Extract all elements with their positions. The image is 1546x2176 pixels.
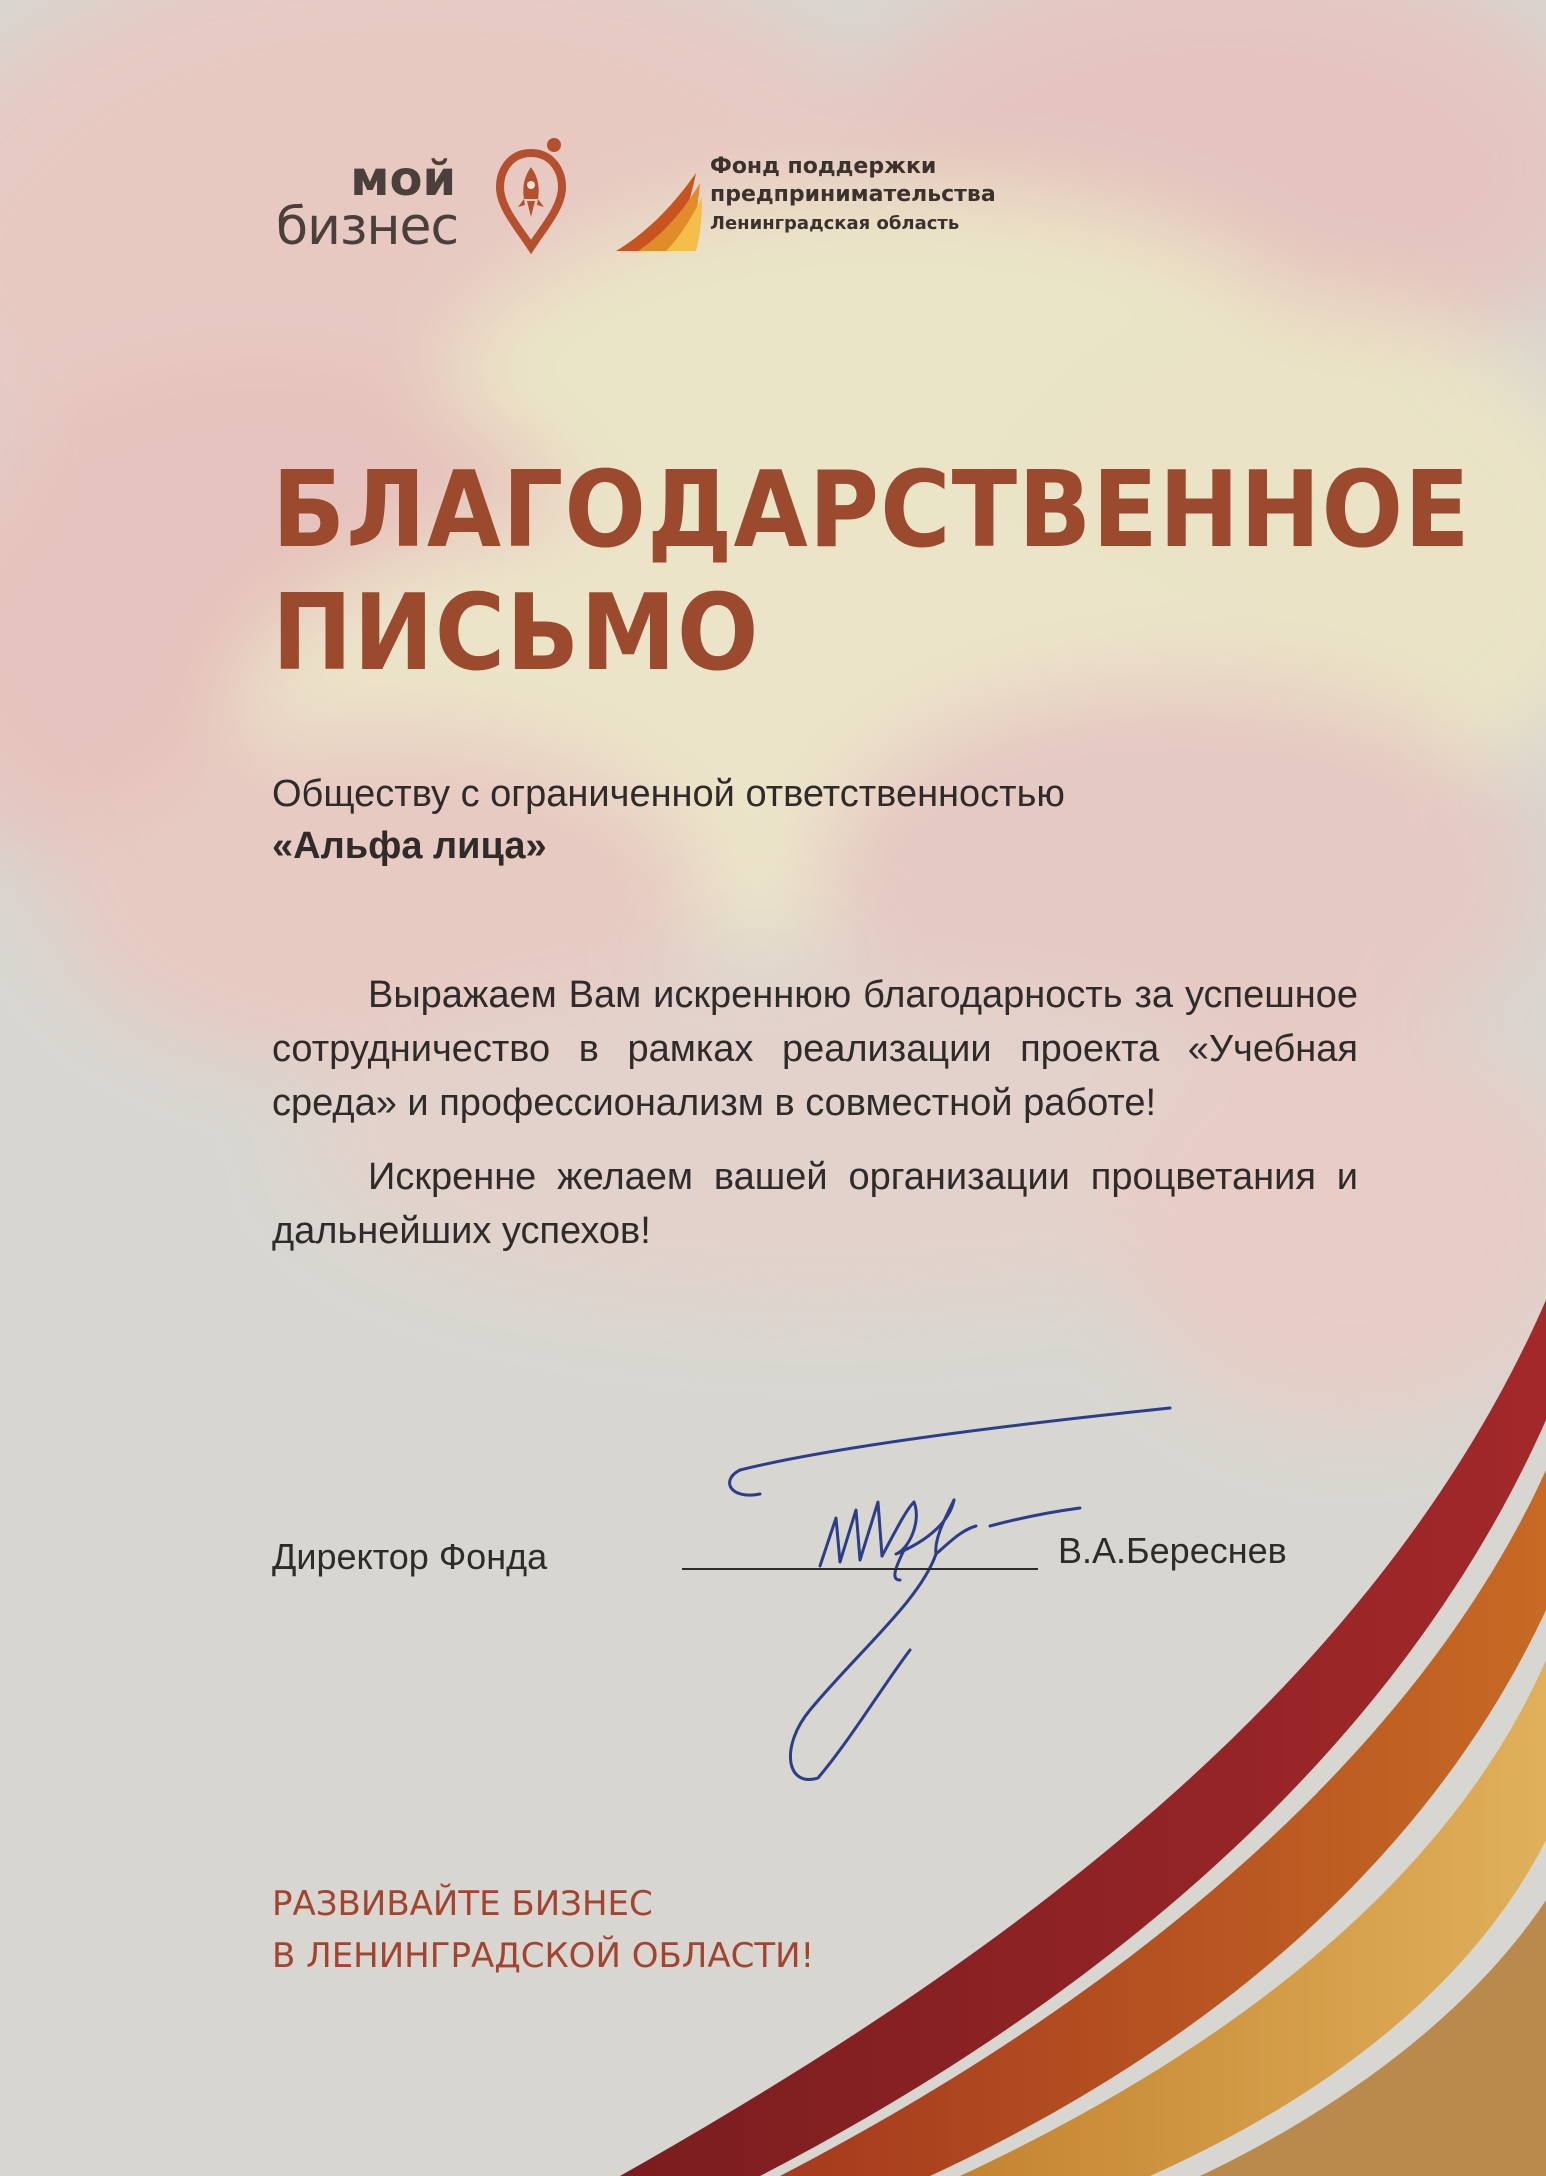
rocket-pin-icon bbox=[496, 135, 566, 265]
slogan-line1: РАЗВИВАЙТЕ БИЗНЕС bbox=[272, 1884, 653, 1924]
signature-line bbox=[682, 1568, 1038, 1570]
slogan-line2: В ЛЕНИНГРАДСКОЙ ОБЛАСТИ! bbox=[272, 1936, 815, 1976]
letter-title bbox=[272, 448, 1471, 694]
slogan bbox=[272, 1878, 814, 1982]
fund-logo bbox=[616, 153, 1076, 263]
paragraph-gratitude: Выражаем Вам искреннюю благодарность за успешное сотрудничество в рамках реализации проекта «Учебная среда» и профессионализм в совместной работе! bbox=[272, 974, 1358, 1124]
moi-biznes-logo bbox=[276, 135, 566, 265]
recipient bbox=[272, 768, 1065, 872]
fund-swoosh-icon bbox=[616, 173, 706, 253]
recipient-name: «Альфа лица» bbox=[272, 825, 547, 867]
fund-wordmark bbox=[710, 153, 996, 237]
fund-line2: предпринимательства bbox=[710, 182, 996, 207]
moi-biznes-line2: бизнес bbox=[276, 197, 459, 257]
letter-body bbox=[272, 968, 1358, 1278]
signature-row bbox=[272, 1530, 1362, 1590]
recipient-type: Обществу с ограниченной ответственностью bbox=[272, 773, 1065, 815]
fund-line1: Фонд поддержки bbox=[710, 154, 937, 179]
title-line2: ПИСЬМО bbox=[272, 571, 760, 695]
paragraph-wishes: Искренне желаем вашей организации процветания и дальнейших успехов! bbox=[272, 1156, 1358, 1252]
handwritten-signature bbox=[700, 1390, 1180, 1810]
signer-role: Директор Фонда bbox=[272, 1536, 548, 1577]
title-line1: БЛАГОДАРСТВЕННОЕ bbox=[272, 448, 1471, 572]
header-logos bbox=[276, 135, 1076, 265]
moi-biznes-line1: мой bbox=[350, 151, 457, 207]
signer-name: В.А.Береснев bbox=[1058, 1530, 1287, 1571]
fund-region: Ленинградская область bbox=[710, 213, 960, 234]
moi-biznes-wordmark bbox=[276, 151, 459, 257]
